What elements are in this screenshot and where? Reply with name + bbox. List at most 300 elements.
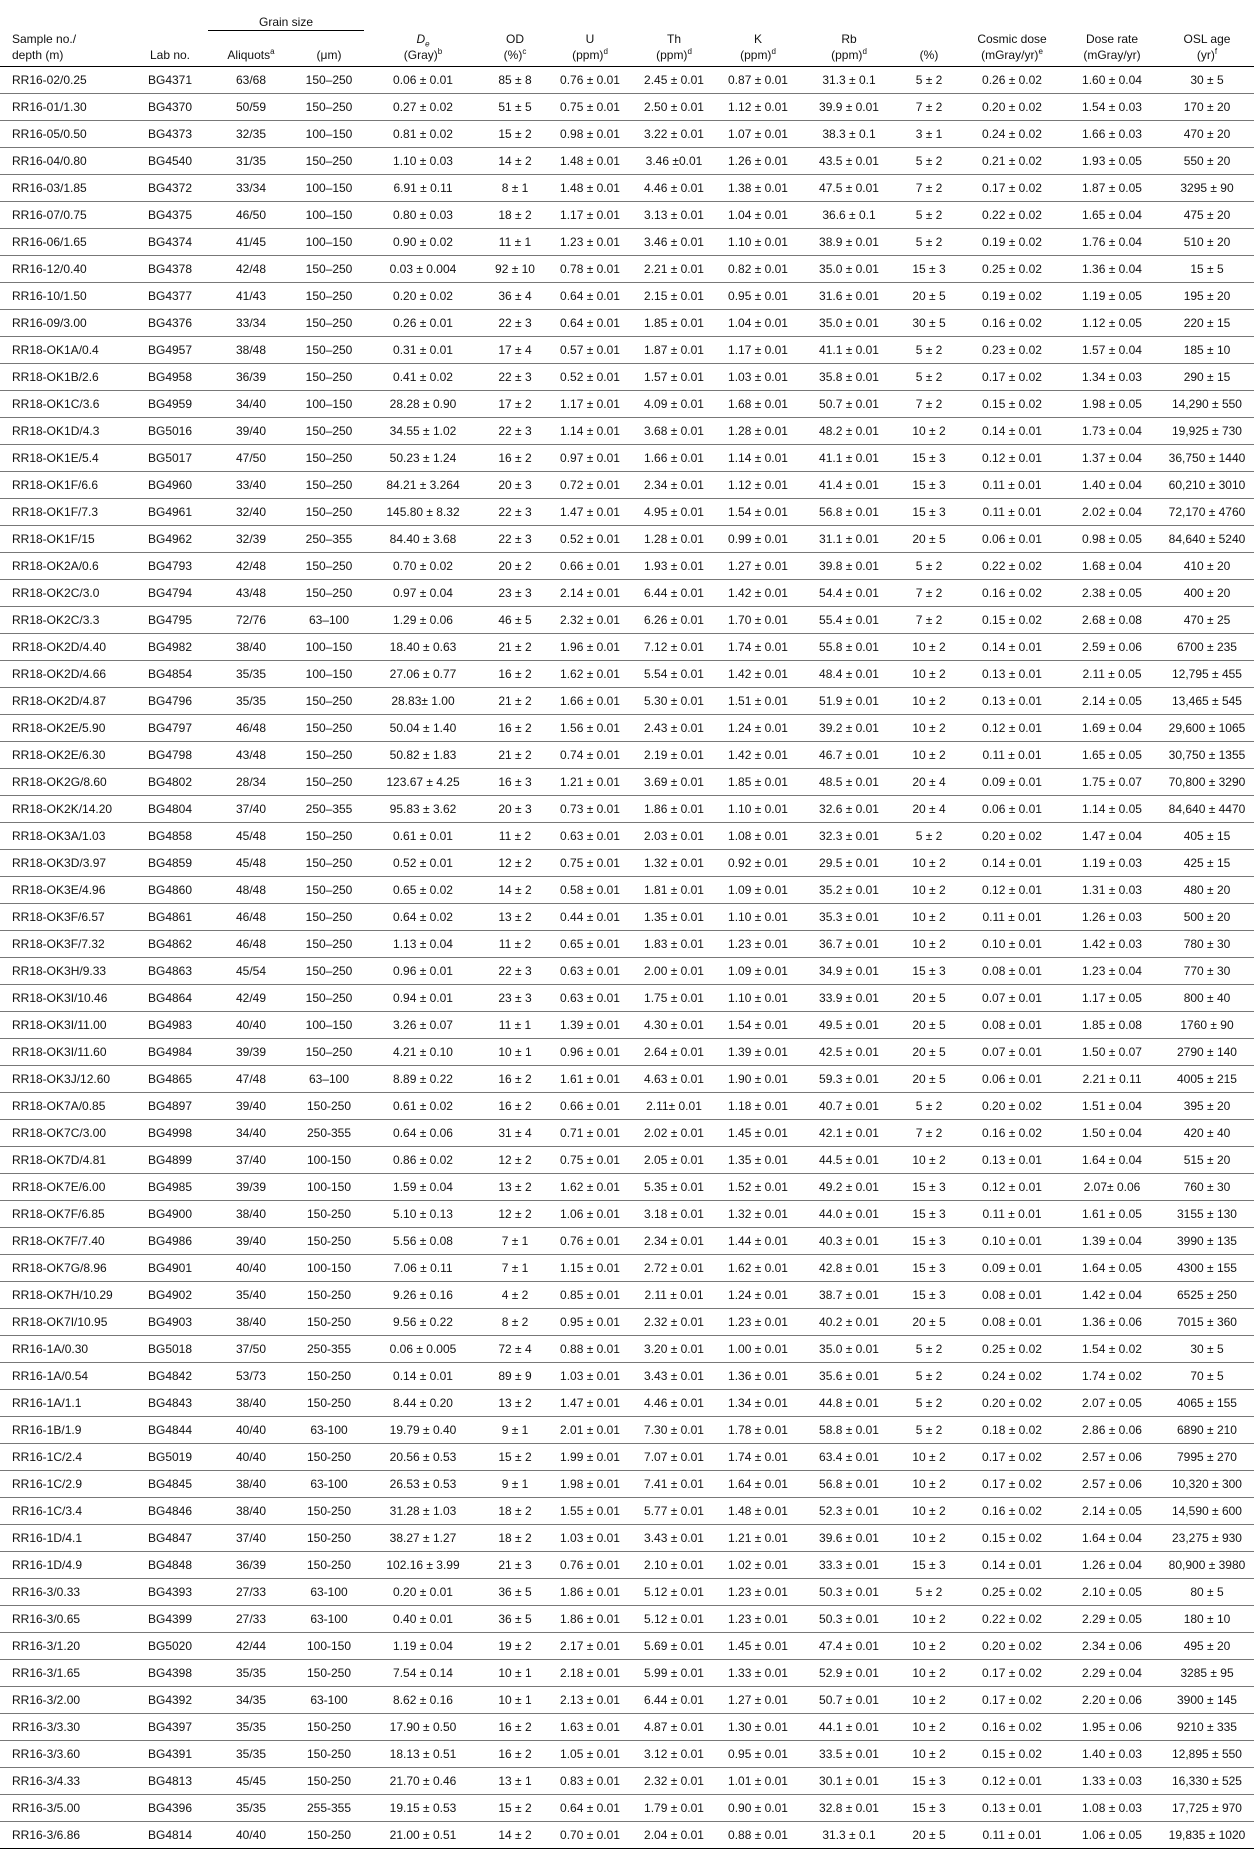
aliquots-cell: 35/35 <box>208 1713 294 1740</box>
osl-age-cell: 1760 ± 90 <box>1160 1011 1254 1038</box>
u-cell: 1.47 ± 0.01 <box>548 1389 632 1416</box>
k-cell: 1.32 ± 0.01 <box>716 1200 800 1227</box>
osl-age-cell: 14,590 ± 600 <box>1160 1497 1254 1524</box>
k-cell: 1.34 ± 0.01 <box>716 1389 800 1416</box>
water-cell: 5 ± 2 <box>898 552 960 579</box>
k-cell: 1.12 ± 0.01 <box>716 93 800 120</box>
cosmic-dose-cell: 0.11 ± 0.01 <box>960 498 1064 525</box>
grain-size-cell: 63-100 <box>294 1686 364 1713</box>
aliquots-cell: 39/40 <box>208 1227 294 1254</box>
header-row <box>0 31 1254 67</box>
de-cell: 0.90 ± 0.02 <box>364 228 482 255</box>
u-cell: 0.96 ± 0.01 <box>548 1038 632 1065</box>
osl-age-cell: 29,600 ± 1065 <box>1160 714 1254 741</box>
dose-rate-cell: 1.08 ± 0.03 <box>1064 1794 1160 1821</box>
lab-cell: BG4897 <box>132 1092 208 1119</box>
dose-rate-cell: 2.02 ± 0.04 <box>1064 498 1160 525</box>
table-row <box>0 552 1254 579</box>
th-cell: 7.12 ± 0.01 <box>632 633 716 660</box>
de-cell: 7.06 ± 0.11 <box>364 1254 482 1281</box>
k-cell: 0.87 ± 0.01 <box>716 66 800 93</box>
osl-age-cell: 6890 ± 210 <box>1160 1416 1254 1443</box>
dose-rate-cell: 1.64 ± 0.04 <box>1064 1146 1160 1173</box>
sample-cell: RR16-3/0.65 <box>0 1605 132 1632</box>
table-row <box>0 1011 1254 1038</box>
k-cell: 1.54 ± 0.01 <box>716 1011 800 1038</box>
aliquots-cell: 42/49 <box>208 984 294 1011</box>
k-header: K (ppm)$^d$ <box>716 31 800 67</box>
water-cell: 5 ± 2 <box>898 822 960 849</box>
k-cell: 0.95 ± 0.01 <box>716 282 800 309</box>
th-cell: 1.75 ± 0.01 <box>632 984 716 1011</box>
de-cell: 0.03 ± 0.004 <box>364 255 482 282</box>
cosmic-dose-cell: 0.17 ± 0.02 <box>960 1659 1064 1686</box>
od-cell: 10 ± 1 <box>482 1038 548 1065</box>
rb-cell: 38.9 ± 0.01 <box>800 228 898 255</box>
water-cell: 10 ± 2 <box>898 1605 960 1632</box>
cosmic-dose-cell: 0.14 ± 0.01 <box>960 849 1064 876</box>
aliquots-cell: 32/35 <box>208 120 294 147</box>
de-cell: 84.21 ± 3.264 <box>364 471 482 498</box>
aliquots-cell: 38/40 <box>208 1200 294 1227</box>
lab-cell: BG4961 <box>132 498 208 525</box>
sample-cell: RR16-3/3.30 <box>0 1713 132 1740</box>
lab-cell: BG4813 <box>132 1767 208 1794</box>
rb-cell: 49.5 ± 0.01 <box>800 1011 898 1038</box>
grain-size-cell: 250-355 <box>294 1119 364 1146</box>
k-cell: 1.74 ± 0.01 <box>716 633 800 660</box>
table-row <box>0 444 1254 471</box>
water-cell: 5 ± 2 <box>898 1578 960 1605</box>
th-cell: 1.93 ± 0.01 <box>632 552 716 579</box>
grain-size-cell: 150–250 <box>294 1038 364 1065</box>
k-cell: 1.23 ± 0.01 <box>716 1605 800 1632</box>
sample-cell: RR16-1C/3.4 <box>0 1497 132 1524</box>
table-row <box>0 1632 1254 1659</box>
sample-cell: RR18-OK3A/1.03 <box>0 822 132 849</box>
aliquots-cell: 38/48 <box>208 336 294 363</box>
cosmic-dose-cell: 0.08 ± 0.01 <box>960 1281 1064 1308</box>
sample-cell: RR16-10/1.50 <box>0 282 132 309</box>
sample-cell: RR18-OK7C/3.00 <box>0 1119 132 1146</box>
water-cell: 10 ± 2 <box>898 1146 960 1173</box>
grain-size-cell: 150-250 <box>294 1740 364 1767</box>
osl-age-cell: 760 ± 30 <box>1160 1173 1254 1200</box>
dose-rate-cell: 1.36 ± 0.04 <box>1064 255 1160 282</box>
rb-cell: 42.5 ± 0.01 <box>800 1038 898 1065</box>
water-cell: 15 ± 3 <box>898 1254 960 1281</box>
table-row <box>0 1740 1254 1767</box>
table-row <box>0 1443 1254 1470</box>
cosmic-dose-cell: 0.24 ± 0.02 <box>960 1362 1064 1389</box>
water-cell: 10 ± 2 <box>898 1524 960 1551</box>
cosmic-dose-cell: 0.20 ± 0.02 <box>960 1389 1064 1416</box>
u-cell: 1.14 ± 0.01 <box>548 417 632 444</box>
th-cell: 5.77 ± 0.01 <box>632 1497 716 1524</box>
osl-age-cell: 70,800 ± 3290 <box>1160 768 1254 795</box>
cosmic-dose-cell: 0.12 ± 0.01 <box>960 876 1064 903</box>
de-cell: 0.64 ± 0.06 <box>364 1119 482 1146</box>
sample-cell: RR18-OK3F/7.32 <box>0 930 132 957</box>
k-cell: 1.04 ± 0.01 <box>716 201 800 228</box>
u-cell: 0.64 ± 0.01 <box>548 1794 632 1821</box>
rb-cell: 40.7 ± 0.01 <box>800 1092 898 1119</box>
k-cell: 1.26 ± 0.01 <box>716 147 800 174</box>
od-cell: 36 ± 4 <box>482 282 548 309</box>
th-cell: 4.87 ± 0.01 <box>632 1713 716 1740</box>
k-cell: 1.54 ± 0.01 <box>716 498 800 525</box>
water-cell: 7 ± 2 <box>898 390 960 417</box>
table-row <box>0 1551 1254 1578</box>
od-cell: 22 ± 3 <box>482 525 548 552</box>
u-cell: 0.72 ± 0.01 <box>548 471 632 498</box>
rb-cell: 47.4 ± 0.01 <box>800 1632 898 1659</box>
sample-cell: RR18-OK2D/4.87 <box>0 687 132 714</box>
lab-cell: BG4848 <box>132 1551 208 1578</box>
th-cell: 2.72 ± 0.01 <box>632 1254 716 1281</box>
u-cell: 0.65 ± 0.01 <box>548 930 632 957</box>
water-cell: 10 ± 2 <box>898 930 960 957</box>
lab-cell: BG4392 <box>132 1686 208 1713</box>
od-cell: 22 ± 3 <box>482 498 548 525</box>
od-cell: 15 ± 2 <box>482 1794 548 1821</box>
u-cell: 0.75 ± 0.01 <box>548 1146 632 1173</box>
osl-age-cell: 80,900 ± 3980 <box>1160 1551 1254 1578</box>
rb-cell: 39.2 ± 0.01 <box>800 714 898 741</box>
k-cell: 1.85 ± 0.01 <box>716 768 800 795</box>
th-cell: 2.15 ± 0.01 <box>632 282 716 309</box>
th-cell: 2.11 ± 0.01 <box>632 1281 716 1308</box>
th-cell: 1.85 ± 0.01 <box>632 309 716 336</box>
grain-size-cell: 100–150 <box>294 174 364 201</box>
table-body <box>0 66 1254 1848</box>
de-cell: 18.40 ± 0.63 <box>364 633 482 660</box>
osl-age-cell: 4065 ± 155 <box>1160 1389 1254 1416</box>
sample-cell: RR16-07/0.75 <box>0 201 132 228</box>
sample-cell: RR18-OK7F/7.40 <box>0 1227 132 1254</box>
de-cell: 1.19 ± 0.04 <box>364 1632 482 1659</box>
aliquots-cell: 32/39 <box>208 525 294 552</box>
osl-age-cell: 470 ± 25 <box>1160 606 1254 633</box>
rb-cell: 35.3 ± 0.01 <box>800 903 898 930</box>
grain-size-cell: 150–250 <box>294 309 364 336</box>
grain-size-cell: 100-150 <box>294 1146 364 1173</box>
od-cell: 18 ± 2 <box>482 201 548 228</box>
lab-cell: BG4399 <box>132 1605 208 1632</box>
grain-size-cell: 150–250 <box>294 255 364 282</box>
aliquots-cell: 38/40 <box>208 1470 294 1497</box>
cosmic-dose-cell: 0.14 ± 0.01 <box>960 1551 1064 1578</box>
osl-age-cell: 30 ± 5 <box>1160 1335 1254 1362</box>
grain-size-cell: 150–250 <box>294 579 364 606</box>
k-cell: 1.23 ± 0.01 <box>716 930 800 957</box>
od-cell: 16 ± 2 <box>482 1092 548 1119</box>
de-cell: 8.62 ± 0.16 <box>364 1686 482 1713</box>
cosmic-dose-cell: 0.12 ± 0.01 <box>960 1767 1064 1794</box>
aliquots-cell: 38/40 <box>208 1308 294 1335</box>
th-cell: 3.22 ± 0.01 <box>632 120 716 147</box>
water-cell: 7 ± 2 <box>898 93 960 120</box>
de-cell: 0.06 ± 0.01 <box>364 66 482 93</box>
lab-cell: BG5018 <box>132 1335 208 1362</box>
cosmic-dose-cell: 0.06 ± 0.01 <box>960 1065 1064 1092</box>
lab-cell: BG4370 <box>132 93 208 120</box>
od-cell: 13 ± 1 <box>482 1767 548 1794</box>
lab-cell: BG4846 <box>132 1497 208 1524</box>
aliquots-cell: 45/48 <box>208 822 294 849</box>
rb-cell: 33.9 ± 0.01 <box>800 984 898 1011</box>
k-cell: 1.51 ± 0.01 <box>716 687 800 714</box>
sample-cell: RR18-OK1F/7.3 <box>0 498 132 525</box>
de-cell: 50.23 ± 1.24 <box>364 444 482 471</box>
grain-size-cell: 255-355 <box>294 1794 364 1821</box>
de-cell: 21.00 ± 0.51 <box>364 1821 482 1848</box>
u-cell: 1.03 ± 0.01 <box>548 1362 632 1389</box>
dose-rate-cell: 1.54 ± 0.02 <box>1064 1335 1160 1362</box>
k-cell: 1.04 ± 0.01 <box>716 309 800 336</box>
od-cell: 22 ± 3 <box>482 363 548 390</box>
sample-cell: RR18-OK1C/3.6 <box>0 390 132 417</box>
cosmic-dose-cell: 0.10 ± 0.01 <box>960 930 1064 957</box>
od-cell: 20 ± 3 <box>482 471 548 498</box>
rb-cell: 51.9 ± 0.01 <box>800 687 898 714</box>
th-cell: 2.02 ± 0.01 <box>632 1119 716 1146</box>
k-cell: 1.30 ± 0.01 <box>716 1713 800 1740</box>
th-cell: 6.26 ± 0.01 <box>632 606 716 633</box>
th-cell: 2.64 ± 0.01 <box>632 1038 716 1065</box>
th-cell: 3.43 ± 0.01 <box>632 1524 716 1551</box>
de-cell: 0.81 ± 0.02 <box>364 120 482 147</box>
u-cell: 0.64 ± 0.01 <box>548 309 632 336</box>
water-cell: 15 ± 3 <box>898 1173 960 1200</box>
k-cell: 1.03 ± 0.01 <box>716 363 800 390</box>
aliquots-cell: 53/73 <box>208 1362 294 1389</box>
u-cell: 1.17 ± 0.01 <box>548 201 632 228</box>
sample-cell: RR18-OK3D/3.97 <box>0 849 132 876</box>
od-cell: 92 ± 10 <box>482 255 548 282</box>
dose-rate-cell: 1.50 ± 0.07 <box>1064 1038 1160 1065</box>
grain-size-cell: 150-250 <box>294 1092 364 1119</box>
k-cell: 1.68 ± 0.01 <box>716 390 800 417</box>
k-cell: 1.64 ± 0.01 <box>716 1470 800 1497</box>
rb-cell: 32.6 ± 0.01 <box>800 795 898 822</box>
od-cell: 18 ± 2 <box>482 1497 548 1524</box>
dose-rate-cell: 1.65 ± 0.05 <box>1064 741 1160 768</box>
th-cell: 3.46 ±0.01 <box>632 147 716 174</box>
dose-rate-cell: 1.98 ± 0.05 <box>1064 390 1160 417</box>
de-cell: 26.53 ± 0.53 <box>364 1470 482 1497</box>
table-row <box>0 1578 1254 1605</box>
water-cell: 5 ± 2 <box>898 1389 960 1416</box>
aliquots-cell: 34/35 <box>208 1686 294 1713</box>
aliquots-cell: 35/40 <box>208 1281 294 1308</box>
sample-cell: RR16-06/1.65 <box>0 228 132 255</box>
osl-age-cell: 9210 ± 335 <box>1160 1713 1254 1740</box>
lab-cell: BG4796 <box>132 687 208 714</box>
u-cell: 1.96 ± 0.01 <box>548 633 632 660</box>
th-cell: 5.99 ± 0.01 <box>632 1659 716 1686</box>
rb-cell: 35.2 ± 0.01 <box>800 876 898 903</box>
th-cell: 1.28 ± 0.01 <box>632 525 716 552</box>
u-cell: 2.32 ± 0.01 <box>548 606 632 633</box>
od-cell: 85 ± 8 <box>482 66 548 93</box>
de-cell: 95.83 ± 3.62 <box>364 795 482 822</box>
lab-cell: BG4960 <box>132 471 208 498</box>
osl-age-cell: 4300 ± 155 <box>1160 1254 1254 1281</box>
lab-cell: BG4858 <box>132 822 208 849</box>
table-row <box>0 174 1254 201</box>
osl-age-cell: 4005 ± 215 <box>1160 1065 1254 1092</box>
lab-cell: BG5020 <box>132 1632 208 1659</box>
th-cell: 1.35 ± 0.01 <box>632 903 716 930</box>
grain-size-cell: 150-250 <box>294 1308 364 1335</box>
water-cell: 20 ± 4 <box>898 795 960 822</box>
k-cell: 0.90 ± 0.01 <box>716 1794 800 1821</box>
lab-cell: BG4794 <box>132 579 208 606</box>
th-cell: 3.13 ± 0.01 <box>632 201 716 228</box>
dose-rate-cell: 1.42 ± 0.04 <box>1064 1281 1160 1308</box>
od-cell: 17 ± 4 <box>482 336 548 363</box>
u-cell: 1.17 ± 0.01 <box>548 390 632 417</box>
cosmic-dose-cell: 0.20 ± 0.02 <box>960 822 1064 849</box>
sample-cell: RR18-OK1F/6.6 <box>0 471 132 498</box>
de-cell: 5.56 ± 0.08 <box>364 1227 482 1254</box>
u-cell: 1.47 ± 0.01 <box>548 498 632 525</box>
th-cell: 1.87 ± 0.01 <box>632 336 716 363</box>
k-cell: 1.45 ± 0.01 <box>716 1119 800 1146</box>
dose-rate-cell: 1.42 ± 0.03 <box>1064 930 1160 957</box>
u-cell: 0.52 ± 0.01 <box>548 363 632 390</box>
u-cell: 0.63 ± 0.01 <box>548 957 632 984</box>
cosmic-dose-cell: 0.09 ± 0.01 <box>960 768 1064 795</box>
k-cell: 1.00 ± 0.01 <box>716 1335 800 1362</box>
th-cell: 3.46 ± 0.01 <box>632 228 716 255</box>
rb-cell: 59.3 ± 0.01 <box>800 1065 898 1092</box>
table-row <box>0 1416 1254 1443</box>
water-cell: 15 ± 3 <box>898 1227 960 1254</box>
sample-cell: RR16-3/6.86 <box>0 1821 132 1848</box>
th-cell: 1.79 ± 0.01 <box>632 1794 716 1821</box>
water-cell: 15 ± 3 <box>898 1794 960 1821</box>
aliquots-cell: 38/40 <box>208 1389 294 1416</box>
dose-rate-cell: 2.59 ± 0.06 <box>1064 633 1160 660</box>
water-cell: 10 ± 2 <box>898 1470 960 1497</box>
rb-cell: 31.1 ± 0.01 <box>800 525 898 552</box>
sample-cell: RR16-3/4.33 <box>0 1767 132 1794</box>
cosmic-dose-cell: 0.26 ± 0.02 <box>960 66 1064 93</box>
u-cell: 1.98 ± 0.01 <box>548 1470 632 1497</box>
dose-rate-cell: 2.29 ± 0.04 <box>1064 1659 1160 1686</box>
od-cell: 11 ± 1 <box>482 1011 548 1038</box>
lab-cell: BG4861 <box>132 903 208 930</box>
rb-cell: 56.8 ± 0.01 <box>800 498 898 525</box>
osl-age-cell: 290 ± 15 <box>1160 363 1254 390</box>
lab-cell: BG4374 <box>132 228 208 255</box>
cosmic-dose-cell: 0.17 ± 0.02 <box>960 174 1064 201</box>
cosmic-dose-cell: 0.07 ± 0.01 <box>960 1038 1064 1065</box>
cosmic-dose-cell: 0.07 ± 0.01 <box>960 984 1064 1011</box>
k-cell: 1.10 ± 0.01 <box>716 795 800 822</box>
aliquots-cell: 35/35 <box>208 1740 294 1767</box>
aliquots-cell: 38/40 <box>208 1497 294 1524</box>
od-cell: 11 ± 1 <box>482 228 548 255</box>
rb-cell: 44.8 ± 0.01 <box>800 1389 898 1416</box>
de-cell: 19.15 ± 0.53 <box>364 1794 482 1821</box>
cosmic-dose-cell: 0.20 ± 0.02 <box>960 1092 1064 1119</box>
u-cell: 0.85 ± 0.01 <box>548 1281 632 1308</box>
sample-cell: RR16-3/2.00 <box>0 1686 132 1713</box>
osl-age-cell: 6700 ± 235 <box>1160 633 1254 660</box>
lab-cell: BG4902 <box>132 1281 208 1308</box>
rb-cell: 49.2 ± 0.01 <box>800 1173 898 1200</box>
table-row <box>0 1794 1254 1821</box>
rb-cell: 36.7 ± 0.01 <box>800 930 898 957</box>
dose-rate-cell: 1.68 ± 0.04 <box>1064 552 1160 579</box>
od-cell: 21 ± 3 <box>482 1551 548 1578</box>
od-cell: 20 ± 2 <box>482 552 548 579</box>
k-cell: 1.23 ± 0.01 <box>716 1308 800 1335</box>
od-cell: 15 ± 2 <box>482 1443 548 1470</box>
lab-cell: BG4900 <box>132 1200 208 1227</box>
sample-cell: RR18-OK2G/8.60 <box>0 768 132 795</box>
aliquots-cell: 34/40 <box>208 390 294 417</box>
osl-age-cell: 410 ± 20 <box>1160 552 1254 579</box>
sample-cell: RR18-OK3I/11.00 <box>0 1011 132 1038</box>
lab-cell: BG4793 <box>132 552 208 579</box>
dose-rate-cell: 2.14 ± 0.05 <box>1064 1497 1160 1524</box>
aliquots-cell: 37/50 <box>208 1335 294 1362</box>
aliquots-cell: 40/40 <box>208 1254 294 1281</box>
dose-rate-cell: 1.40 ± 0.03 <box>1064 1740 1160 1767</box>
aliquots-cell: 46/48 <box>208 903 294 930</box>
u-cell: 0.66 ± 0.01 <box>548 552 632 579</box>
u-cell: 0.88 ± 0.01 <box>548 1335 632 1362</box>
grain-size-cell: 250–355 <box>294 795 364 822</box>
water-cell: 5 ± 2 <box>898 1092 960 1119</box>
grain-size-cell: 63–100 <box>294 1065 364 1092</box>
water-cell: 10 ± 2 <box>898 849 960 876</box>
aliquots-header: Aliquots$^a$ <box>208 31 294 67</box>
cosmic-dose-cell: 0.11 ± 0.01 <box>960 741 1064 768</box>
osl-age-cell: 3295 ± 90 <box>1160 174 1254 201</box>
osl-age-cell: 515 ± 20 <box>1160 1146 1254 1173</box>
od-cell: 36 ± 5 <box>482 1578 548 1605</box>
k-cell: 1.12 ± 0.01 <box>716 471 800 498</box>
rb-header: Rb (ppm)$^d$ <box>800 31 898 67</box>
water-cell: 10 ± 2 <box>898 660 960 687</box>
cosmic-dose-cell: 0.23 ± 0.02 <box>960 336 1064 363</box>
de-cell: 38.27 ± 1.27 <box>364 1524 482 1551</box>
de-cell: 102.16 ± 3.99 <box>364 1551 482 1578</box>
dose-rate-cell: 2.34 ± 0.06 <box>1064 1632 1160 1659</box>
u-cell: 0.70 ± 0.01 <box>548 1821 632 1848</box>
osl-age-cell: 510 ± 20 <box>1160 228 1254 255</box>
sample-cell: RR18-OK7F/6.85 <box>0 1200 132 1227</box>
rb-cell: 39.8 ± 0.01 <box>800 552 898 579</box>
water-cell: 15 ± 3 <box>898 1200 960 1227</box>
table-row <box>0 579 1254 606</box>
th-cell: 5.69 ± 0.01 <box>632 1632 716 1659</box>
osl-age-cell: 420 ± 40 <box>1160 1119 1254 1146</box>
table-row <box>0 228 1254 255</box>
cosmic-dose-cell: 0.17 ± 0.02 <box>960 1443 1064 1470</box>
grain-size-header: Grain size <box>208 12 364 31</box>
u-cell: 1.05 ± 0.01 <box>548 1740 632 1767</box>
osl-age-cell: 550 ± 20 <box>1160 147 1254 174</box>
water-cell: 5 ± 2 <box>898 1416 960 1443</box>
rb-cell: 52.9 ± 0.01 <box>800 1659 898 1686</box>
aliquots-cell: 33/34 <box>208 309 294 336</box>
